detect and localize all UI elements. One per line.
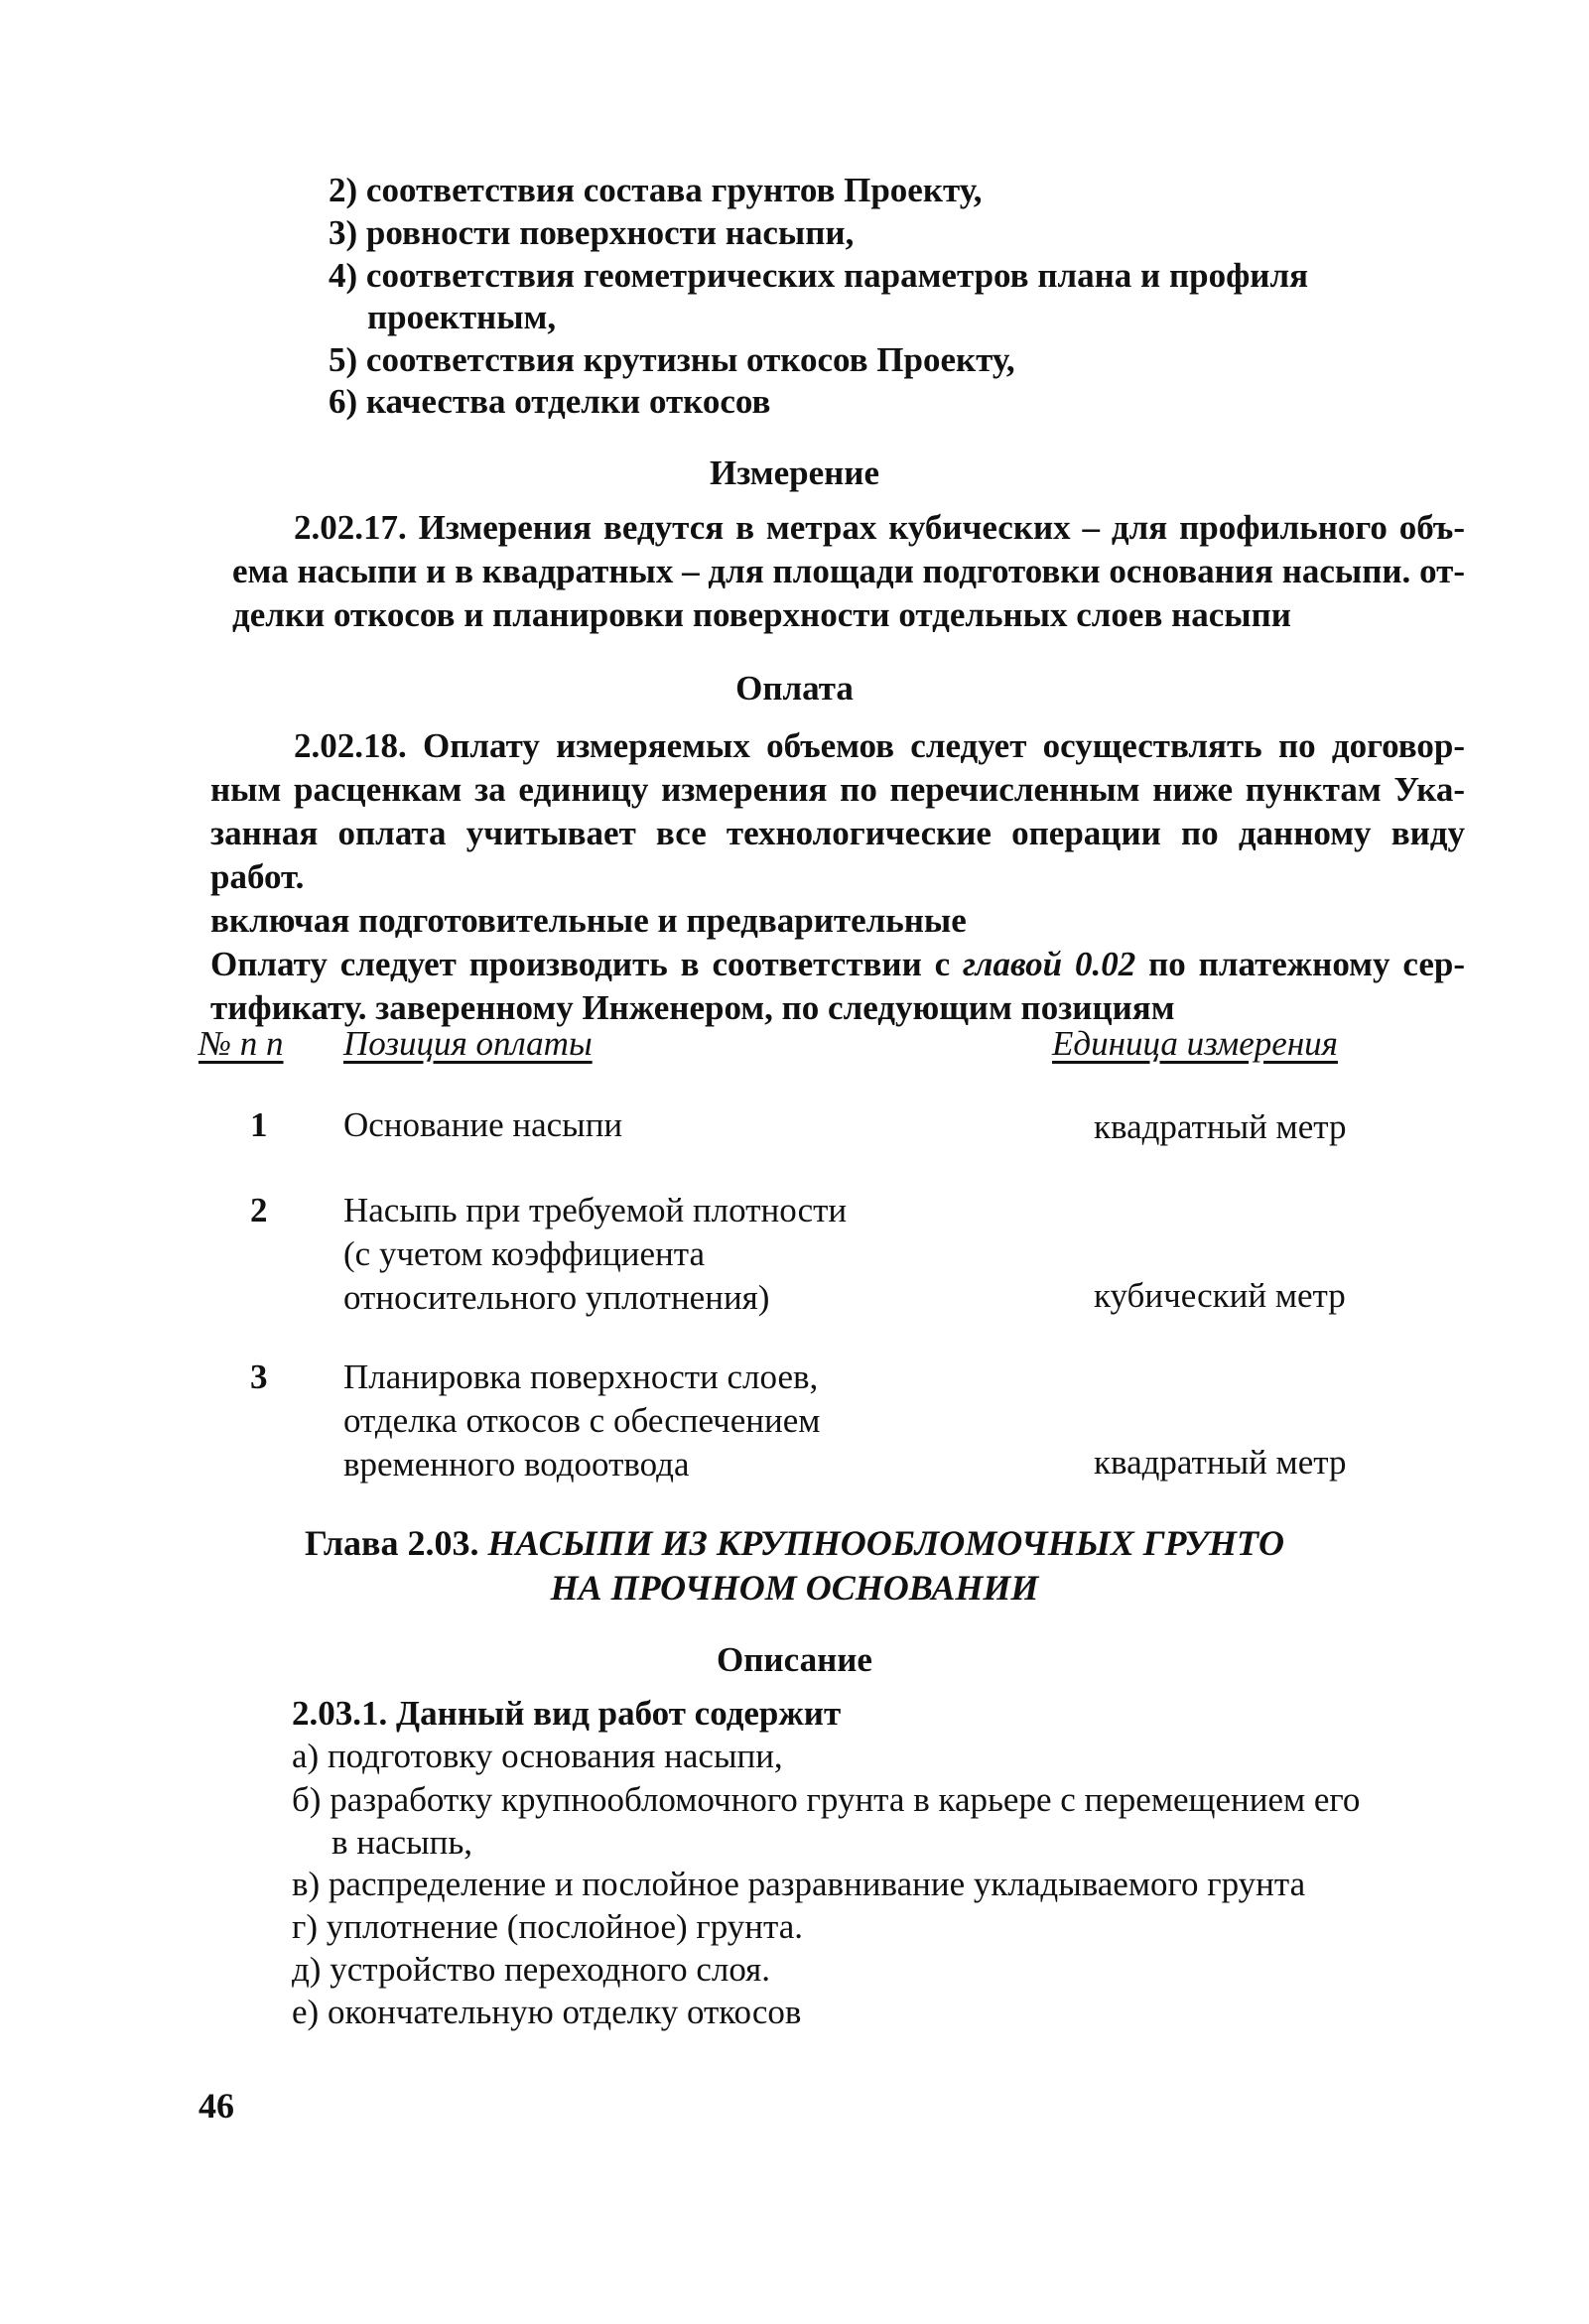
checklist-item: 4) соответствия геометрических параметров плана и профиля (329, 256, 1309, 295)
chapter-title (0, 1520, 1589, 1566)
description-item: е) окончательную отделку откосов (292, 1993, 802, 2031)
position-line: отделка откосов с обеспечением (343, 1401, 821, 1440)
table-header-number: № п п (199, 1024, 284, 1063)
position-line: Насыпь при требуемой плотности (343, 1191, 848, 1229)
paragraph-line: ема насыпи и в квадратных – для площади подготовки основания насыпи. от- (232, 552, 1465, 590)
table-header-unit: Единица измерения (1052, 1024, 1338, 1063)
paragraph-text: по платежному сер- (1135, 945, 1466, 983)
paragraph-line: ным расценкам за единицу измерения по перечисленным ниже пунктам Ука- (210, 770, 1465, 809)
table-header-position: Позиция оплаты (343, 1024, 593, 1063)
table-row-unit: квадратный метр (1094, 1107, 1347, 1146)
checklist-item: 3) ровности поверхности насыпи, (329, 213, 855, 252)
chapter-title-continuation (0, 1565, 1589, 1611)
description-item: г) уплотнение (послойное) грунта. (292, 1907, 804, 1946)
paragraph-line: занная оплата учитывает все технологические операции по данному виду работ. (210, 814, 1465, 896)
chapter-prefix: Глава 2.03. (305, 1523, 479, 1563)
measurement-paragraph (232, 506, 1465, 637)
page-number: 46 (199, 2086, 234, 2126)
description-item: д) устройство переходного слоя. (292, 1950, 771, 1989)
paragraph-line: 2.02.18. Оплату измеряемых объемов следует осуществлять по договор- (294, 726, 1465, 765)
paragraph-line: включая подготовительные и предварительные (210, 901, 967, 940)
table-row-unit: кубический метр (1094, 1276, 1346, 1315)
position-line: (с учетом коэффициента (343, 1234, 705, 1273)
section-heading-payment: Оплата (735, 669, 854, 708)
table-row-position (343, 1356, 820, 1486)
checklist-item: 5) соответствия крутизны откосов Проекту, (329, 340, 1015, 379)
description-intro (292, 1692, 841, 1736)
checklist-item-continuation: проектным, (367, 298, 557, 336)
clause-text: 2.03.1. Данный вид работ содержит (292, 1694, 842, 1733)
checklist-item: 2) соответствия состава грунтов Проекту, (329, 171, 983, 209)
position-line: временного водоотвода (343, 1445, 690, 1484)
chapter-title-line2: НА ПРОЧНОМ ОСНОВАНИИ (550, 1568, 1039, 1608)
section-heading-measurement: Измерение (709, 453, 880, 492)
description-item-continuation: в насыпь, (331, 1823, 473, 1862)
position-line: относительного уплотнения) (343, 1278, 770, 1317)
paragraph-line: 2.02.17. Измерения ведутся в метрах кубических – для профильного объ- (294, 508, 1465, 547)
table-row-unit: квадратный метр (1094, 1443, 1347, 1482)
table-row-position (343, 1189, 847, 1320)
description-item: б) разработку крупнообломочного грунта в карьере с перемещением его (292, 1780, 1361, 1819)
section-heading-description: Описание (717, 1640, 872, 1679)
table-row-number: 1 (250, 1105, 268, 1144)
paragraph-line (210, 943, 1465, 986)
paragraph-text: Оплату следует производить в соответствии с (210, 945, 964, 983)
description-item: в) распределение и послойное разравнивание укладываемого грунта (292, 1865, 1306, 1903)
checklist-item: 6) качества отделки откосов (329, 382, 771, 421)
description-item: а) подготовку основания насыпи, (292, 1737, 783, 1775)
table-row-number: 3 (250, 1357, 268, 1396)
paragraph-line: делки откосов и планировки поверхности отдельных слоев насыпи (232, 595, 1291, 634)
table-row-number: 2 (250, 1191, 268, 1229)
chapter-reference: главой 0.02 (963, 945, 1136, 983)
paragraph-line: тификату. заверенному Инженером, по следующим позициям (210, 988, 1175, 1027)
chapter-title-line1: НАСЫПИ ИЗ КРУПНООБЛОМОЧНЫХ ГРУНТО (487, 1523, 1284, 1563)
position-line: Основание насыпи (343, 1105, 623, 1144)
position-line: Планировка поверхности слоев, (343, 1357, 819, 1396)
payment-paragraph (210, 724, 1465, 1030)
table-row-position (343, 1103, 622, 1147)
